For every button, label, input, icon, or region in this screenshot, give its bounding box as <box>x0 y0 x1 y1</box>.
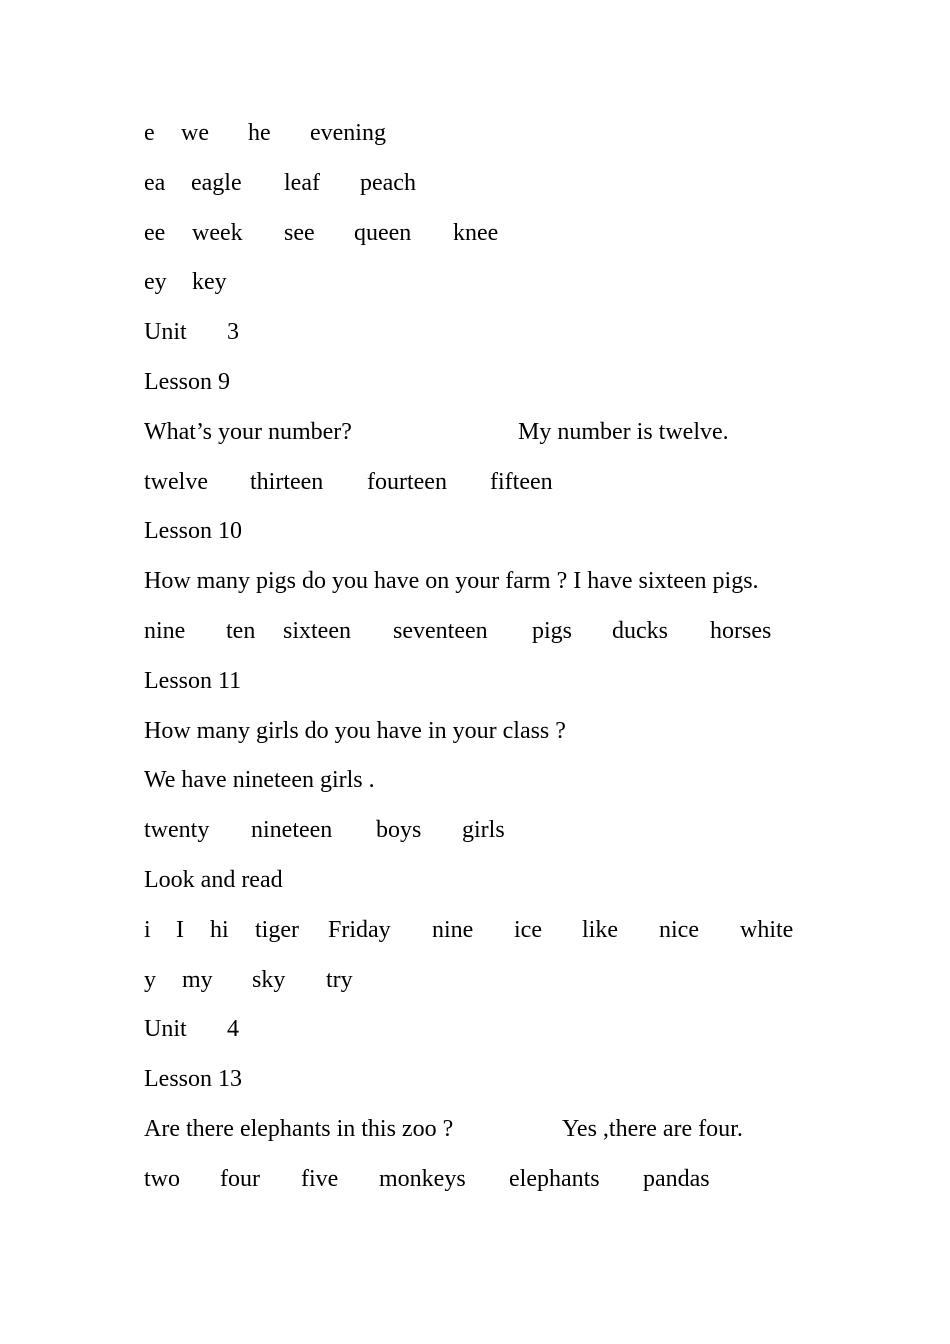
unit-number: 3 <box>227 319 239 346</box>
word: seventeen <box>393 617 488 644</box>
dialogue-line <box>144 763 844 813</box>
word: sky <box>252 966 286 993</box>
word: girls <box>462 817 505 844</box>
word: try <box>326 966 353 993</box>
dialogue-line <box>144 415 844 465</box>
word: fourteen <box>367 468 447 495</box>
section-heading <box>144 863 844 913</box>
vocabulary-row <box>144 813 844 863</box>
lesson-heading <box>144 514 844 564</box>
word: evening <box>310 120 386 146</box>
word: nine <box>144 617 186 644</box>
word: ee <box>144 219 166 246</box>
word: ice <box>514 916 542 943</box>
lesson-heading <box>144 1062 844 1112</box>
word: leaf <box>284 169 320 196</box>
word: pigs <box>532 617 573 644</box>
vocabulary-row <box>144 614 844 664</box>
unit-heading <box>144 315 844 365</box>
dialogue-line <box>144 564 844 614</box>
word: white <box>740 916 794 943</box>
section-title: Look and read <box>144 866 283 893</box>
word: ten <box>226 617 256 644</box>
word: two <box>144 1165 180 1192</box>
word: four <box>220 1165 260 1192</box>
lesson-title: Lesson 10 <box>144 518 242 545</box>
word: queen <box>354 219 412 246</box>
word: Friday <box>328 916 391 943</box>
word: elephants <box>509 1165 600 1192</box>
phonics-row-i <box>144 913 844 963</box>
unit-heading <box>144 1012 844 1062</box>
word: twenty <box>144 817 210 844</box>
word: nine <box>432 916 474 943</box>
unit-label: Unit <box>144 319 187 346</box>
unit-label: Unit <box>144 1016 187 1043</box>
vocabulary-row <box>144 1162 844 1212</box>
phonics-row-ea <box>144 166 844 216</box>
word: ey <box>144 269 167 296</box>
word: ducks <box>612 617 668 644</box>
word: horses <box>710 617 772 644</box>
word: pandas <box>643 1165 710 1192</box>
lesson-title: Lesson 9 <box>144 368 230 395</box>
lesson-title: Lesson 11 <box>144 667 242 694</box>
word: five <box>301 1165 339 1192</box>
word: my <box>182 966 213 993</box>
question-text: How many girls do you have in your class ? <box>144 717 566 744</box>
word: he <box>248 120 271 146</box>
word: fifteen <box>490 468 553 495</box>
lesson-title: Lesson 13 <box>144 1066 242 1093</box>
word: twelve <box>144 468 208 495</box>
question-text: What’s your number? <box>144 418 352 445</box>
word: hi <box>210 916 229 943</box>
answer-text: My number is twelve. <box>518 418 729 445</box>
word: see <box>284 219 315 246</box>
answer-text: Yes ,there are four. <box>562 1115 743 1142</box>
unit-number: 4 <box>227 1016 239 1043</box>
dialogue-text: How many pigs do you have on your farm ? I have sixteen pigs. <box>144 568 759 595</box>
word: ea <box>144 169 166 196</box>
word: key <box>192 269 227 296</box>
word: we <box>181 120 209 146</box>
lesson-heading <box>144 664 844 714</box>
phonics-row-y <box>144 963 844 1013</box>
word: boys <box>376 817 422 844</box>
word: nice <box>659 916 699 943</box>
word: like <box>582 916 618 943</box>
answer-text: We have nineteen girls . <box>144 767 375 794</box>
word: sixteen <box>283 617 351 644</box>
lesson-heading <box>144 365 844 415</box>
word: peach <box>360 169 416 196</box>
vocabulary-row <box>144 465 844 515</box>
word: week <box>192 219 243 246</box>
word: eagle <box>191 169 242 196</box>
word: knee <box>453 219 499 246</box>
word: y <box>144 966 156 993</box>
question-text: Are there elephants in this zoo ? <box>144 1115 454 1142</box>
word: nineteen <box>251 817 333 844</box>
phonics-row-e <box>144 116 844 166</box>
word: e <box>144 120 155 146</box>
word: thirteen <box>250 468 324 495</box>
phonics-row-ey <box>144 265 844 315</box>
document-page <box>144 116 844 1212</box>
word: tiger <box>255 916 299 943</box>
word: I <box>176 916 184 943</box>
dialogue-line <box>144 1112 844 1162</box>
word: monkeys <box>379 1165 466 1192</box>
dialogue-line <box>144 714 844 764</box>
word: i <box>144 916 151 943</box>
phonics-row-ee <box>144 216 844 266</box>
